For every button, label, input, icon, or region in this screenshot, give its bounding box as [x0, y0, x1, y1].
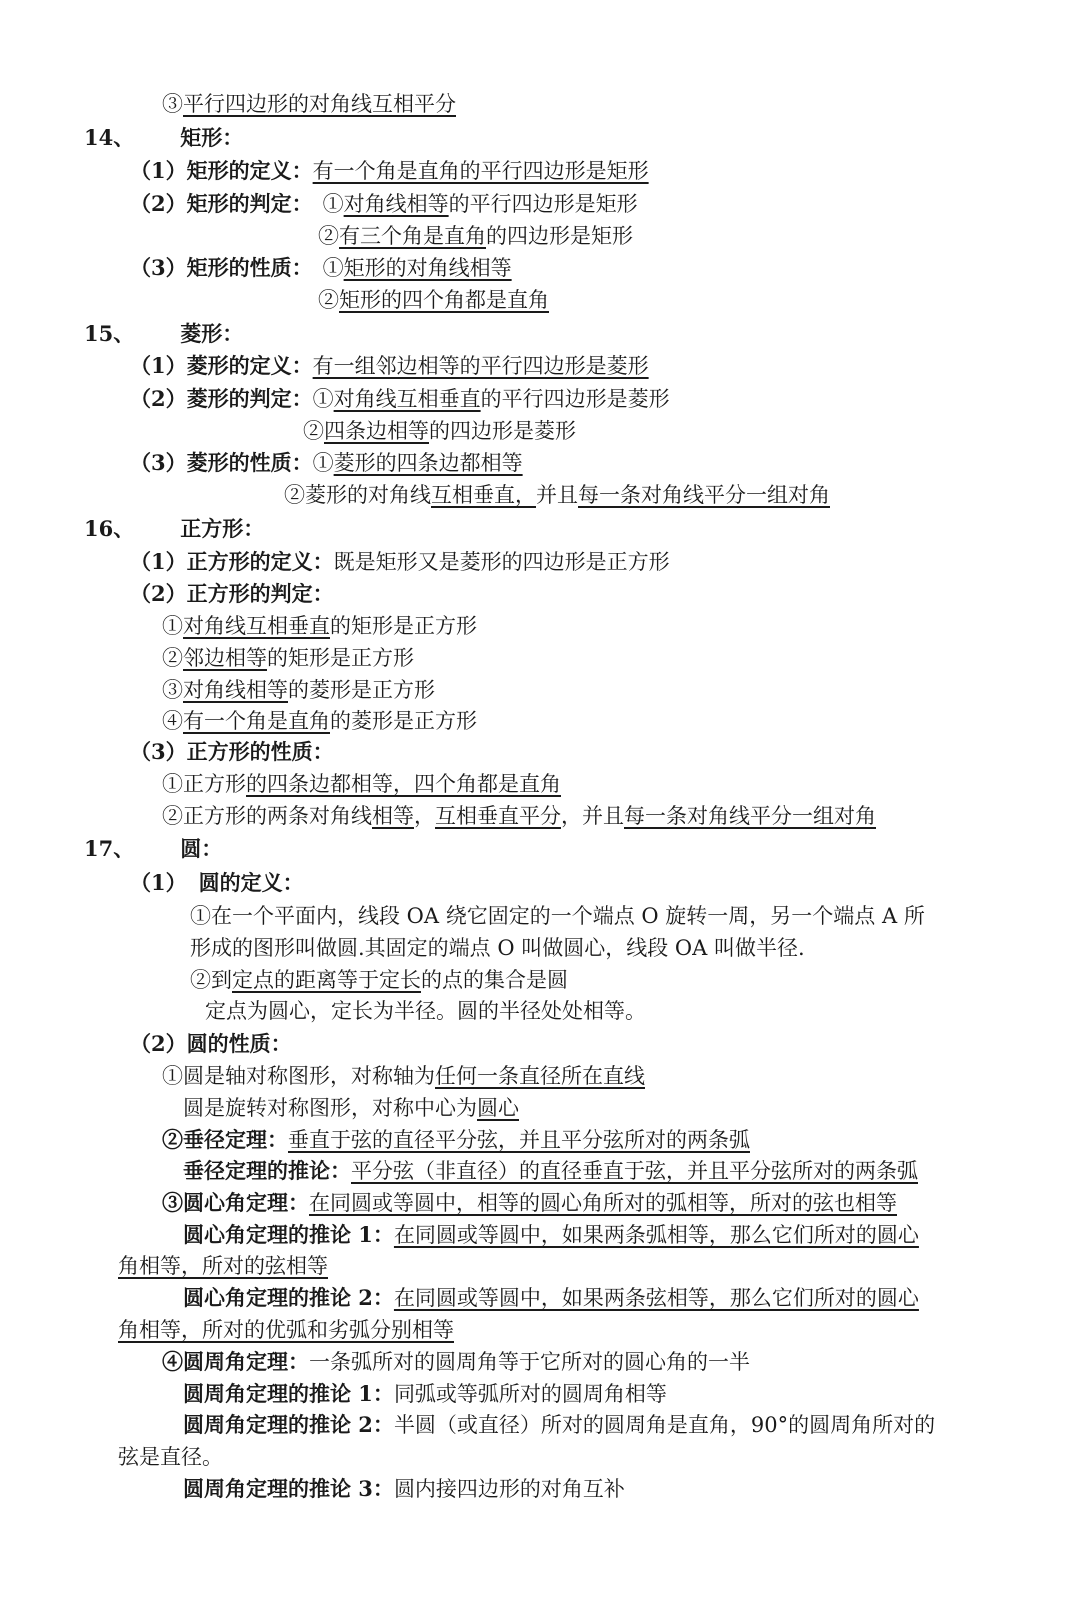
text-span: 并且	[536, 483, 578, 507]
bold-text: 正方形：	[180, 516, 265, 541]
text-line	[162, 802, 876, 830]
underlined-text: 垂直于弦的直径平分弦，并且平分弦所对的两条弧	[288, 1128, 750, 1152]
underlined-text: 对角线相等	[183, 678, 288, 702]
text-span: ①	[322, 256, 344, 280]
underlined-text: 菱形的四条边都相等	[333, 451, 523, 475]
text-span: ①正方形	[162, 772, 246, 796]
text-line	[118, 1316, 454, 1344]
underlined-text: 角相等，所对的弦相等	[118, 1254, 328, 1278]
text-line	[130, 352, 649, 380]
underlined-text: 对角线互相垂直	[183, 614, 330, 638]
text-span: ①	[322, 192, 344, 216]
text-line	[162, 90, 456, 118]
text-line	[84, 515, 264, 543]
text-line	[130, 580, 334, 608]
text-line	[130, 254, 512, 282]
bold-text: （3）矩形的性质：	[130, 255, 313, 280]
bold-text: （3）正方形的性质：	[130, 739, 334, 764]
underlined-text: 有一个角是直角	[183, 709, 330, 733]
bold-text: （2）菱形的判定：	[130, 386, 313, 411]
text-span: 的矩形是正方形	[267, 646, 414, 670]
text-span: ，	[414, 804, 435, 828]
text-line	[118, 1443, 223, 1471]
underlined-text: 在同圆或等圆中，如果两条弦相等，那么它们所对的圆心	[393, 1286, 919, 1310]
text-span: ，并且	[561, 804, 624, 828]
bold-text: 矩形：	[180, 125, 244, 150]
text-line	[183, 1380, 667, 1408]
underlined-text: 互相垂直，	[431, 483, 536, 507]
underlined-text: 定点的距离等于定长	[232, 968, 421, 992]
text-line	[162, 1062, 645, 1090]
text-line	[190, 934, 805, 962]
text-span: 圆是旋转对称图形，对称中心为	[183, 1096, 477, 1120]
text-span: 一条弧所对的圆周角等于它所对的圆心角的一半	[309, 1350, 750, 1374]
text-line	[162, 707, 477, 735]
bold-text: 16、	[84, 516, 135, 541]
text-span: 定点为圆心，定长为半径。圆的半径处处相等。	[205, 999, 646, 1023]
bold-text: （1）正方形的定义：	[130, 549, 334, 574]
text-line	[130, 157, 649, 185]
underlined-text: 每一条对角线平分一组对角	[624, 804, 876, 828]
text-line	[183, 1411, 935, 1439]
text-line	[303, 417, 576, 445]
text-span: 的四边形是矩形	[486, 224, 633, 248]
text-span: 的四边形是菱形	[429, 419, 576, 443]
bold-text: 14、	[84, 125, 135, 150]
text-line	[130, 869, 304, 897]
text-line	[130, 190, 638, 218]
underlined-text: 四条边相等	[324, 419, 429, 443]
text-line	[318, 222, 633, 250]
underlined-text: 互相垂直平分	[435, 804, 561, 828]
bold-text: 垂径定理的推论：	[183, 1158, 351, 1183]
underlined-text: 圆心	[477, 1096, 519, 1120]
text-line	[162, 612, 477, 640]
text-span: 的平行四边形是矩形	[448, 192, 638, 216]
text-line	[84, 320, 243, 348]
text-line	[190, 902, 925, 930]
bold-text: （2）正方形的判定：	[130, 581, 334, 606]
text-line	[205, 997, 646, 1025]
bold-text: （3）菱形的性质：	[130, 450, 313, 475]
text-span: 弦是直径。	[118, 1445, 223, 1469]
text-span: 同弧或等弧所对的圆周角相等	[393, 1382, 667, 1406]
text-line	[118, 1252, 328, 1280]
bold-text: 圆的定义：	[198, 870, 304, 895]
text-line	[162, 1126, 750, 1154]
text-span: ①	[312, 387, 334, 411]
text-span: ②	[318, 288, 339, 312]
text-span: 形成的图形叫做圆.其固定的端点 O 叫做圆心，线段 OA 叫做半径.	[190, 936, 805, 960]
text-line	[183, 1221, 919, 1249]
text-span: ①	[162, 614, 183, 638]
underlined-text: 有一组邻边相等的平行四边形是菱形	[312, 354, 649, 378]
text-line	[318, 286, 549, 314]
underlined-text: 在同圆或等圆中，如果两条弧相等，那么它们所对的圆心	[393, 1223, 919, 1247]
underlined-text: 对角线互相垂直	[333, 387, 481, 411]
text-line	[162, 770, 561, 798]
text-line	[162, 1348, 750, 1376]
underlined-text: 有一个角是直角的平行四边形是矩形	[312, 159, 649, 183]
underlined-text: 有三个角是直角	[339, 224, 486, 248]
text-line	[130, 738, 334, 766]
text-line	[162, 644, 414, 672]
bold-text: 圆周角定理的推论 1：	[183, 1381, 394, 1406]
text-line	[130, 385, 670, 413]
bold-text: 圆心角定理的推论 1：	[183, 1222, 394, 1247]
bold-text: ②垂径定理：	[162, 1127, 288, 1152]
bold-text: 圆：	[180, 836, 223, 861]
text-span: ②菱形的对角线	[284, 483, 431, 507]
bold-text: 17、	[84, 836, 135, 861]
underlined-text: 在同圆或等圆中，相等的圆心角所对的弧相等，所对的弦也相等	[309, 1191, 897, 1215]
bold-text: 15、	[84, 321, 135, 346]
text-span: 的菱形是正方形	[330, 709, 477, 733]
text-span: 既是矩形又是菱形的四边形是正方形	[333, 550, 670, 574]
text-span: ③	[162, 678, 183, 702]
underlined-text: 平分弦（非直径）的直径垂直于弦，并且平分弦所对的两条弧	[351, 1159, 918, 1183]
text-line	[284, 481, 830, 509]
text-line	[183, 1094, 519, 1122]
bold-text: （1）	[130, 870, 187, 895]
text-span: 的点的集合是圆	[421, 968, 568, 992]
text-line	[190, 966, 568, 994]
text-line	[183, 1157, 918, 1185]
text-span: 圆内接四边形的对角互补	[393, 1477, 625, 1501]
text-span: ②	[318, 224, 339, 248]
text-span: ②正方形的两条对角线	[162, 804, 372, 828]
bold-text: 圆周角定理的推论 3：	[183, 1476, 394, 1501]
text-span: ②	[162, 646, 183, 670]
underlined-text: 对角线相等	[343, 192, 449, 216]
text-line	[183, 1284, 919, 1312]
underlined-text: 邻边相等	[183, 646, 267, 670]
underlined-text: 每一条对角线平分一组对角	[578, 483, 830, 507]
text-line	[84, 124, 243, 152]
text-span: ①在一个平面内，线段 OA 绕它固定的一个端点 O 旋转一周，另一个端点 A 所	[190, 904, 925, 928]
text-line	[183, 1475, 625, 1503]
text-span: ②到	[190, 968, 232, 992]
text-span: ④	[162, 709, 183, 733]
underlined-text: 矩形的四个角都是直角	[339, 288, 549, 312]
text-span: ①圆是轴对称图形，对称轴为	[162, 1064, 435, 1088]
underlined-text: 角相等，所对的优弧和劣弧分别相等	[118, 1318, 454, 1342]
text-line	[84, 835, 222, 863]
text-line	[130, 449, 523, 477]
bold-text: （1）菱形的定义：	[130, 353, 313, 378]
text-span: 的菱形是正方形	[288, 678, 435, 702]
bold-text: 菱形：	[180, 321, 244, 346]
underlined-text: 的四条边都相等，四个角都是直角	[246, 772, 561, 796]
bold-text: （2）圆的性质：	[130, 1031, 292, 1056]
bold-text: ④圆周角定理：	[162, 1349, 309, 1374]
bold-text: 圆周角定理的推论 2：	[183, 1412, 394, 1437]
text-line	[162, 676, 435, 704]
text-span: 半圆（或直径）所对的圆周角是直角，90°的圆周角所对的	[393, 1413, 936, 1437]
bold-text: （1）矩形的定义：	[130, 158, 313, 183]
text-span: 的矩形是正方形	[330, 614, 477, 638]
text-line	[130, 1030, 292, 1058]
underlined-text: 相等	[372, 804, 414, 828]
bold-text: ③圆心角定理：	[162, 1190, 309, 1215]
text-span: 的平行四边形是菱形	[480, 387, 670, 411]
text-line	[162, 1189, 897, 1217]
text-span: ③	[162, 92, 183, 116]
text-span: ①	[312, 451, 334, 475]
underlined-text: 任何一条直径所在直线	[435, 1064, 645, 1088]
text-line	[130, 548, 670, 576]
underlined-text: 矩形的对角线相等	[343, 256, 512, 280]
text-span: ②	[303, 419, 324, 443]
bold-text: 圆心角定理的推论 2：	[183, 1285, 394, 1310]
underlined-text: 平行四边形的对角线互相平分	[183, 92, 456, 116]
bold-text: （2）矩形的判定：	[130, 191, 313, 216]
